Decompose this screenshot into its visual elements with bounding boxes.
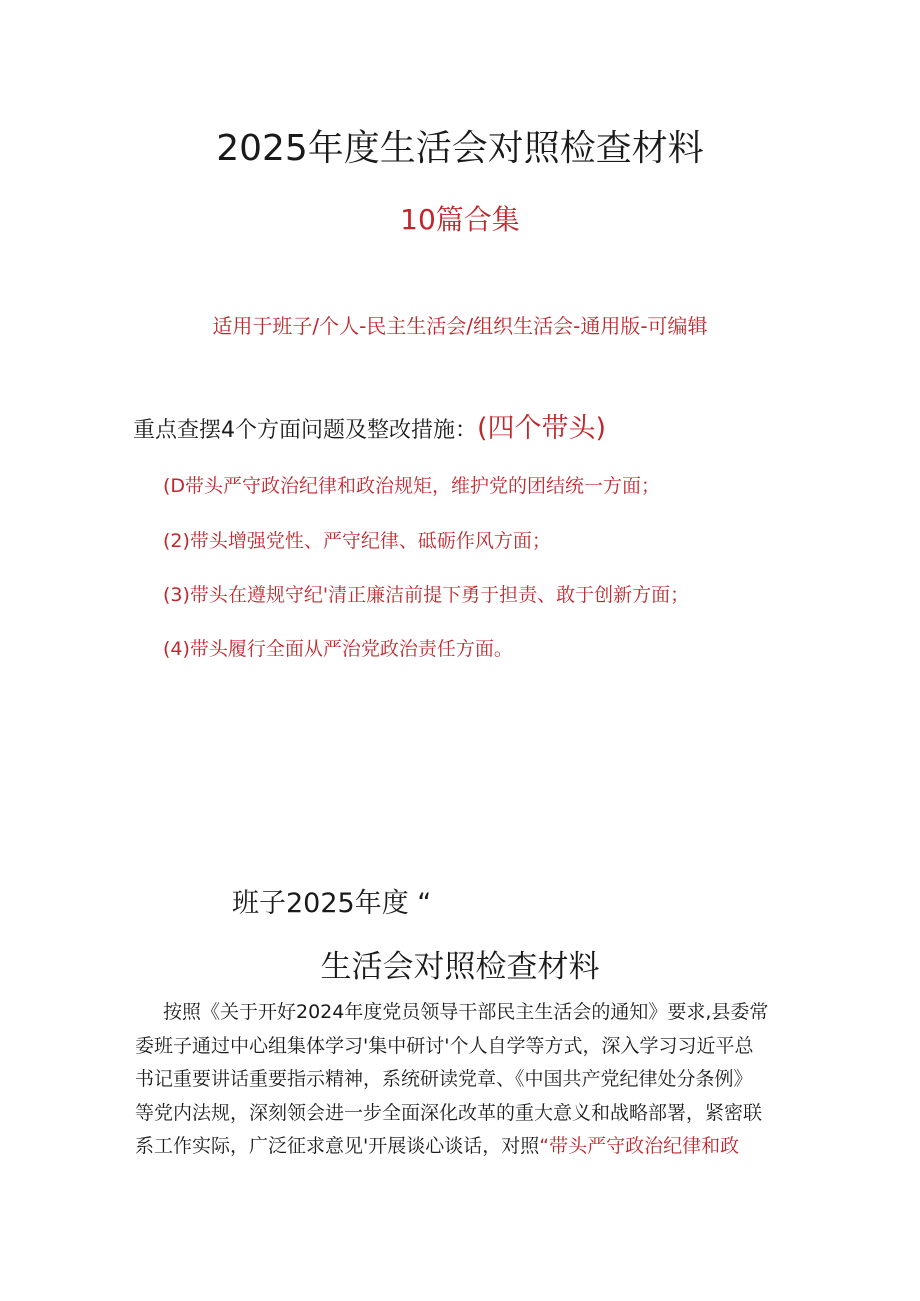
section-body xyxy=(135,996,790,1164)
body-line: 等党内法规，深刻领会进一步全面深化改革的重大意义和战略部署，紧密联 xyxy=(135,1101,763,1124)
focus-item: (D带头严守政治纪律和政治规矩，维护党的团结统一方面； xyxy=(163,475,661,497)
focus-item: (3)带头在遵规守纪'清正廉洁前提下勇于担责、敢于创新方面； xyxy=(163,584,690,606)
focus-lead: 重点查摆4个方面问题及整改措施： xyxy=(133,418,477,443)
body-text-red: “带头严守政治纪律和政 xyxy=(539,1135,740,1157)
body-line: 委班子通过中心组集体学习'集中研讨'个人自学等方式，深入学习习近平总 xyxy=(135,1034,754,1057)
page-title: 2025年度生活会对照检查材料 xyxy=(216,128,704,169)
body-line: 书记重要讲话重要指示精神，系统研读党章、《中国共产党纪律处分条例》 xyxy=(135,1068,753,1090)
section-title-line-2: 生活会对照检查材料 xyxy=(320,949,600,985)
body-text-black: 系工作实际，广泛征求意见'开展谈心谈话，对照 xyxy=(135,1135,540,1157)
focus-item: (4)带头履行全面从严治党政治责任方面。 xyxy=(163,638,513,660)
focus-item: (2)带头增强党性、严守纪律、砥砺作风方面； xyxy=(163,530,551,552)
body-line-last xyxy=(135,1130,790,1164)
focus-highlight: (四个带头) xyxy=(477,413,607,444)
applicability-note: 适用于班子/个人-民主生活会/组织生活会-通用版-可编辑 xyxy=(212,314,708,338)
focus-heading xyxy=(133,406,606,445)
page-subtitle: 10篇合集 xyxy=(400,203,520,236)
body-line: 按照《关于开好2024年度党员领导干部民主生活会的通知》要求,县委常 xyxy=(163,1001,769,1023)
section-title-line-1: 班子2025年度 “ xyxy=(232,888,432,919)
